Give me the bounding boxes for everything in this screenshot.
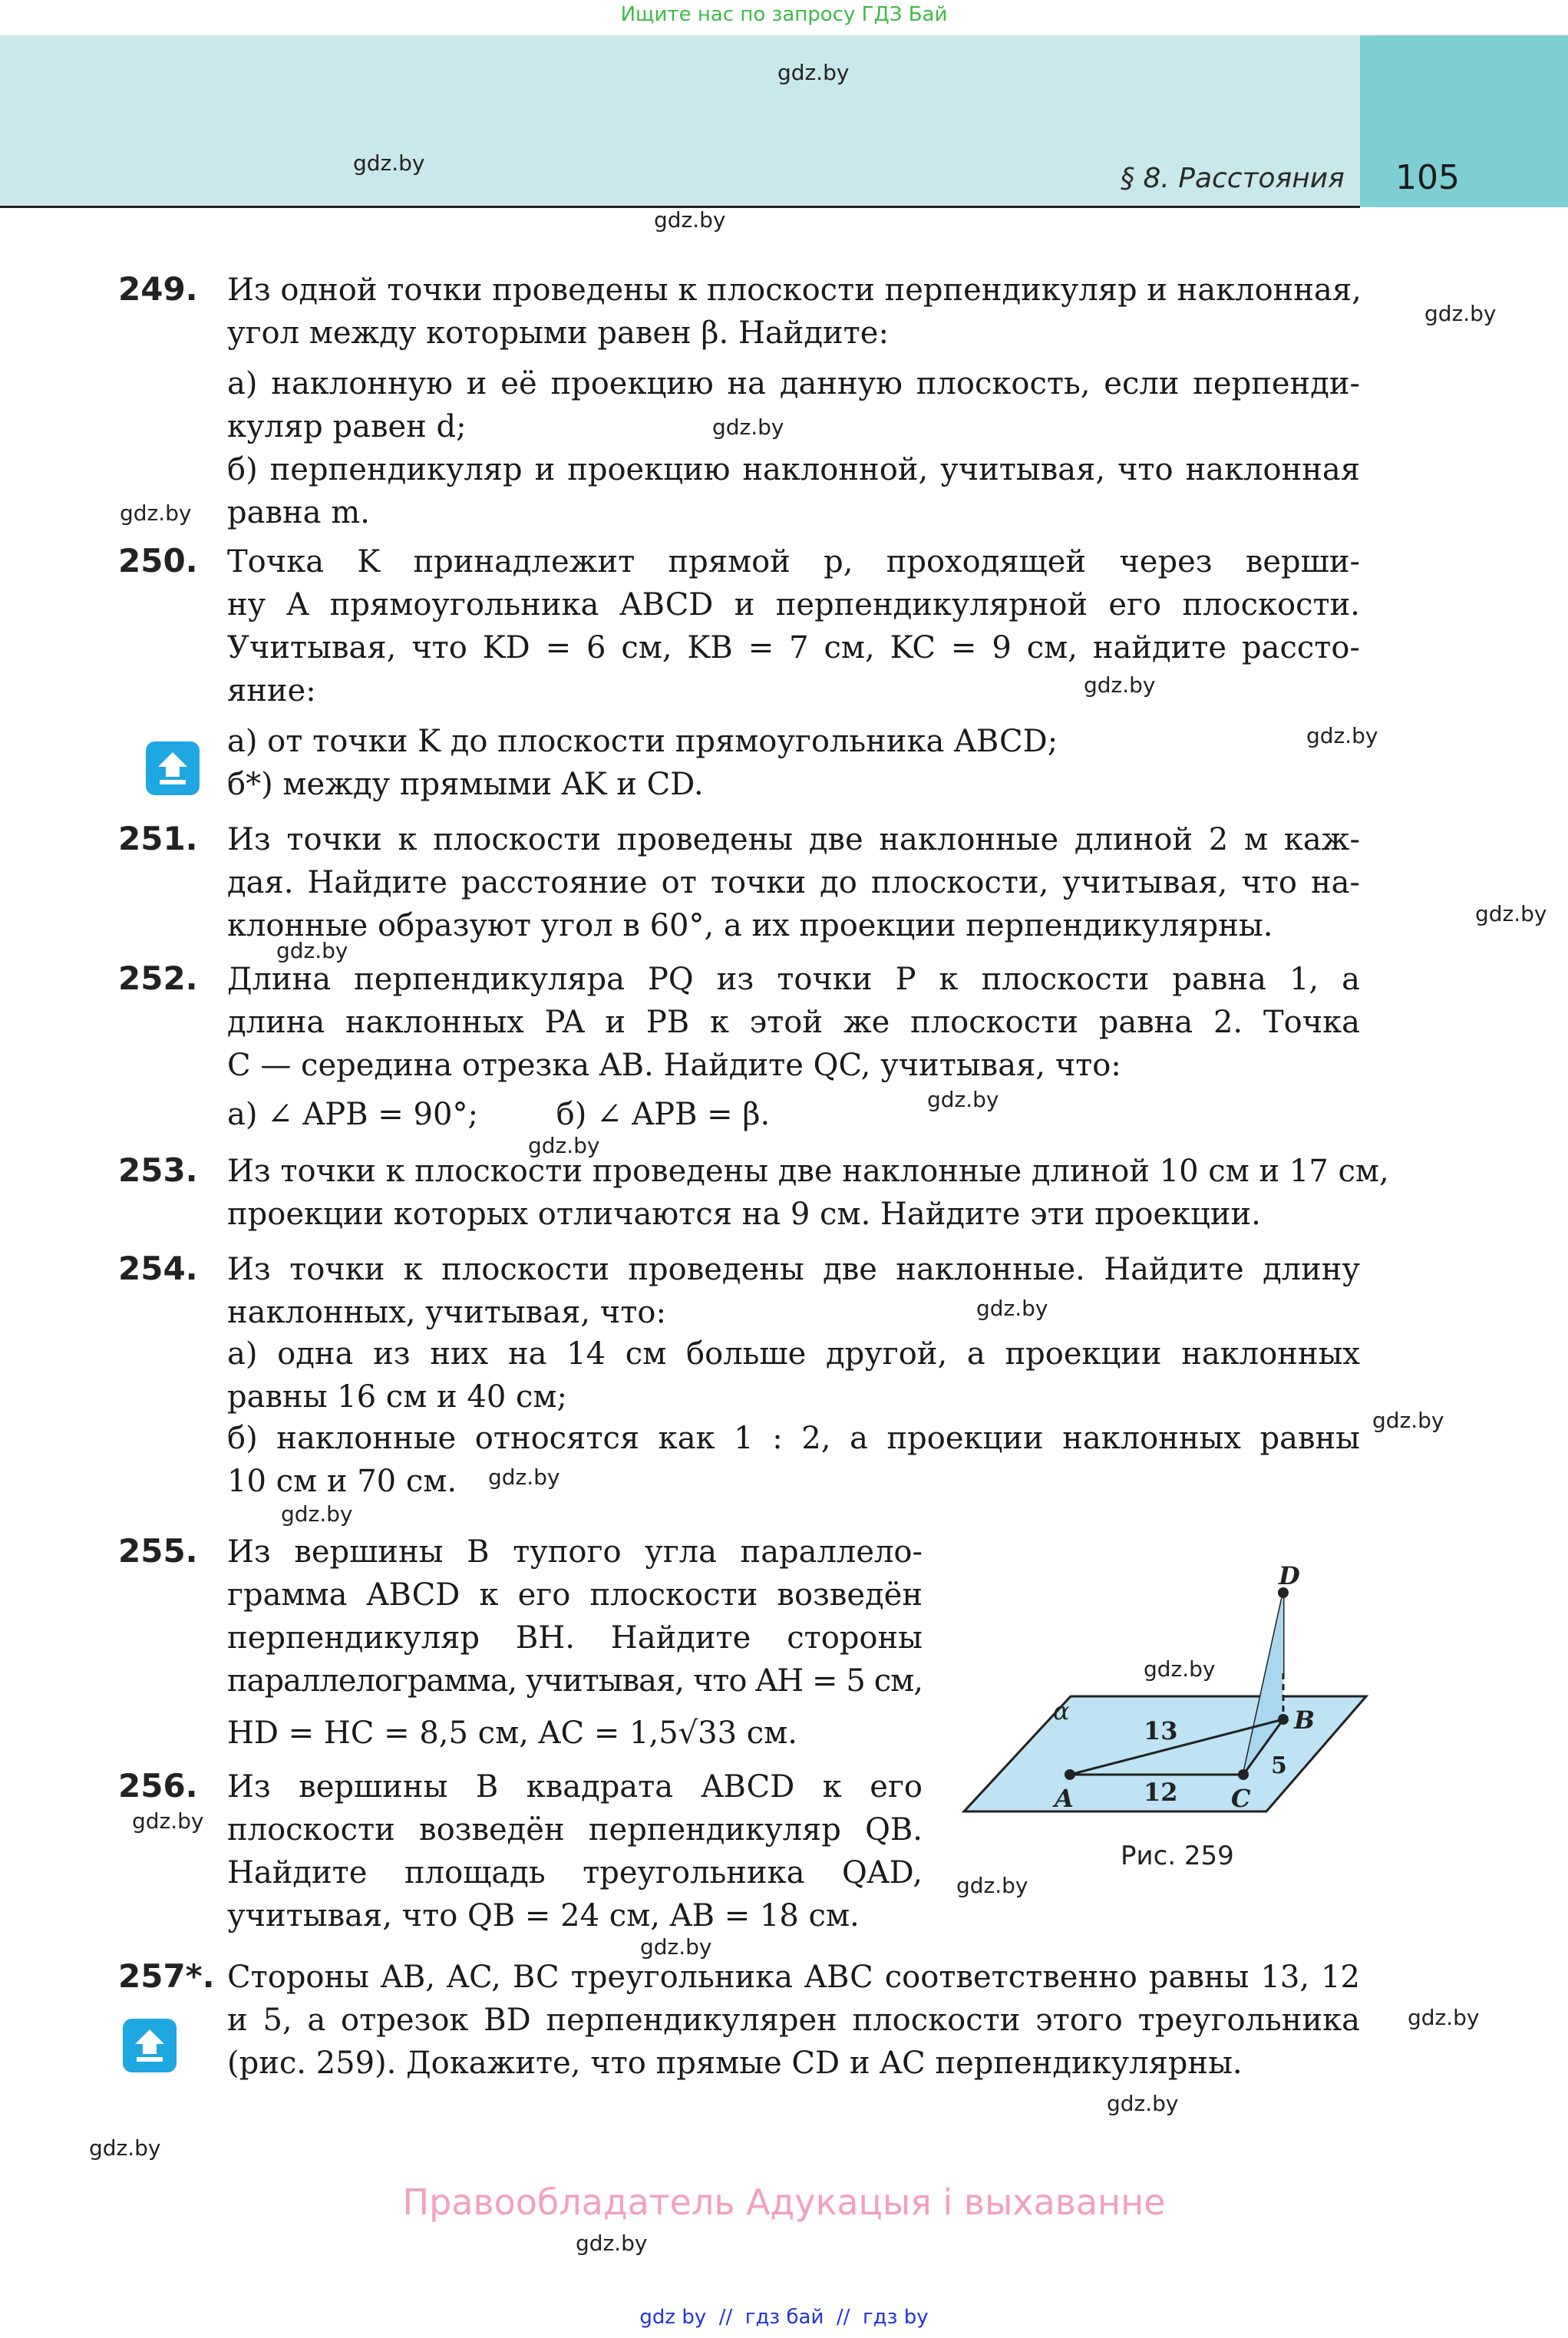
page-number: 105 <box>1395 158 1460 197</box>
problem-line: равны 16 см и 40 см; <box>227 1379 568 1415</box>
upload-icon[interactable] <box>123 2019 177 2072</box>
figure-caption: Рис. 259 <box>1121 1841 1234 1871</box>
problem-line: Из точки к плоскости проведены две наклонные длиной 10 см и 17 см, <box>227 1154 1389 1189</box>
problem-line: C — середина отрезка AB. Найдите QC, учитывая, что: <box>227 1048 1121 1083</box>
watermark: gdz.by <box>927 1087 999 1112</box>
label-alpha: α <box>1053 1696 1070 1725</box>
problem-line: равна m. <box>227 495 370 530</box>
top-search-banner[interactable]: Ищите нас по запросу ГДЗ Бай <box>620 3 948 26</box>
problem-line: яние: <box>227 673 316 708</box>
watermark: gdz.by <box>576 2231 648 2256</box>
problem-line: (рис. 259). Докажите, что прямые CD и AC перпендикулярны. <box>227 2046 1243 2081</box>
problem-line: б*) между прямыми AK и CD. <box>227 767 704 802</box>
watermark: gdz.by <box>132 1808 204 1834</box>
problem-number: 249. <box>118 270 198 308</box>
watermark: gdz.by <box>956 1873 1028 1898</box>
problem-line: а) одна из них на 14 см больше другой, а проекции наклонных <box>227 1336 1360 1372</box>
problem-number: 252. <box>118 959 198 997</box>
watermark: gdz.by <box>89 2135 161 2161</box>
watermark: gdz.by <box>1372 1408 1444 1433</box>
problem-line: Учитывая, что KD = 6 см, KB = 7 см, KC = 9 см, найдите рассто- <box>227 630 1360 665</box>
watermark: gdz.by <box>1084 672 1156 698</box>
watermark: gdz.by <box>1424 301 1497 326</box>
problem-number: 253. <box>118 1151 198 1189</box>
watermark: gdz.by <box>1475 901 1547 926</box>
point-C <box>1238 1769 1249 1780</box>
page-number-tab <box>1360 35 1568 207</box>
label-A: A <box>1055 1784 1074 1813</box>
length-AB: 13 <box>1144 1716 1178 1745</box>
problem-line: учитывая, что QB = 24 см, AB = 18 см. <box>227 1898 860 1933</box>
copyright-owner: Правообладатель Адукацыя і выхаванне <box>402 2181 1166 2223</box>
problem-line: Из точки к плоскости проведены две наклонные. Найдите длину <box>227 1252 1360 1287</box>
problem-number: 257*. <box>118 1957 215 1995</box>
problem-line: Точка K принадлежит прямой p, проходящей через верши- <box>227 544 1360 580</box>
footer-links[interactable]: gdz by // гдз бай // гдз by <box>639 2306 929 2329</box>
watermark: gdz.by <box>654 207 726 233</box>
watermark: gdz.by <box>276 938 348 963</box>
watermark: gdz.by <box>1408 2005 1480 2030</box>
problem-line: ну A прямоугольника ABCD и перпендикулярной его плоскости. <box>227 587 1360 622</box>
problem-line: Из вершины B тупого угла параллело- <box>227 1534 923 1570</box>
problem-line: б) наклонные относятся как 1 : 2, а проекции наклонных равны <box>227 1421 1360 1456</box>
watermark: gdz.by <box>488 1465 560 1490</box>
running-title: § 8. Расстояния <box>1121 163 1345 194</box>
figure-259 <box>952 1550 1381 1842</box>
watermark: gdz.by <box>353 150 425 176</box>
length-AC: 12 <box>1144 1778 1178 1807</box>
watermark: gdz.by <box>712 414 784 440</box>
problem-line: угол между которыми равен β. Найдите: <box>227 315 889 351</box>
problem-line: б) перпендикуляр и проекцию наклонной, учитывая, что наклонная <box>227 452 1360 487</box>
problem-line: HD = HC = 8,5 см, AC = 1,5√33 см. <box>227 1716 797 1751</box>
problem-line: наклонных, учитывая, что: <box>227 1295 666 1330</box>
problem-line: и 5, а отрезок BD перпендикулярен плоскости этого треугольника <box>227 2003 1360 2038</box>
problem-line: проекции которых отличаются на 9 см. Найдите эти проекции. <box>227 1197 1261 1232</box>
length-BC: 5 <box>1271 1752 1287 1779</box>
label-D: D <box>1279 1561 1300 1590</box>
upload-icon[interactable] <box>146 741 200 795</box>
problem-line: а) ∠ APB = 90°; б) ∠ APB = β. <box>227 1097 771 1132</box>
problem-line: Из вершины B квадрата ABCD к его <box>227 1769 923 1805</box>
problem-line: длина наклонных PA и PB к этой же плоскости равна 2. Точка <box>227 1005 1360 1040</box>
label-C: C <box>1231 1784 1251 1813</box>
point-B <box>1278 1714 1289 1725</box>
problem-number: 254. <box>118 1250 198 1287</box>
problem-line: клонные образуют угол в 60°, а их проекции перпендикулярны. <box>227 908 1273 943</box>
problem-line: перпендикуляр BH. Найдите стороны <box>227 1620 923 1656</box>
watermark: gdz.by <box>528 1133 600 1158</box>
watermark: gdz.by <box>281 1501 353 1527</box>
problem-number: 256. <box>118 1767 198 1805</box>
problem-line: а) от точки K до плоскости прямоугольника ABCD; <box>227 724 1058 759</box>
problem-line: а) наклонную и её проекцию на данную плоскость, если перпенди- <box>227 366 1360 401</box>
problem-line: 10 см и 70 см. <box>227 1464 457 1499</box>
watermark: gdz.by <box>120 500 192 526</box>
problem-line: дая. Найдите расстояние от точки до плоскости, учитывая, что на- <box>227 865 1360 900</box>
problem-line: Из точки к плоскости проведены две наклонные длиной 2 м каж- <box>227 822 1360 857</box>
label-B: B <box>1294 1706 1315 1735</box>
problem-line: Стороны AB, AC, BC треугольника ABC соответственно равны 13, 12 <box>227 1960 1360 1995</box>
problem-line: Длина перпендикуляра PQ из точки P к плоскости равна 1, а <box>227 962 1360 997</box>
problem-line: Из одной точки проведены к плоскости перпендикуляр и наклонная, <box>227 272 1362 308</box>
point-A <box>1065 1769 1075 1780</box>
watermark: gdz.by <box>777 60 850 85</box>
watermark: gdz.by <box>640 1934 712 1960</box>
problem-line: грамма ABCD к его плоскости возведён <box>227 1577 923 1613</box>
watermark: gdz.by <box>976 1296 1048 1321</box>
watermark: gdz.by <box>1306 723 1378 748</box>
problem-number: 250. <box>118 542 198 580</box>
problem-number: 255. <box>118 1532 198 1570</box>
watermark: gdz.by <box>1144 1656 1216 1682</box>
problem-line: параллелограмма, учитывая, что AH = 5 см, <box>227 1663 923 1699</box>
problem-number: 251. <box>118 820 198 857</box>
problem-line: плоскости возведён перпендикуляр QB. <box>227 1812 923 1848</box>
watermark: gdz.by <box>1107 2091 1179 2116</box>
problem-line: куляр равен d; <box>227 409 467 444</box>
problem-line: Найдите площадь треугольника QAD, <box>227 1855 923 1891</box>
